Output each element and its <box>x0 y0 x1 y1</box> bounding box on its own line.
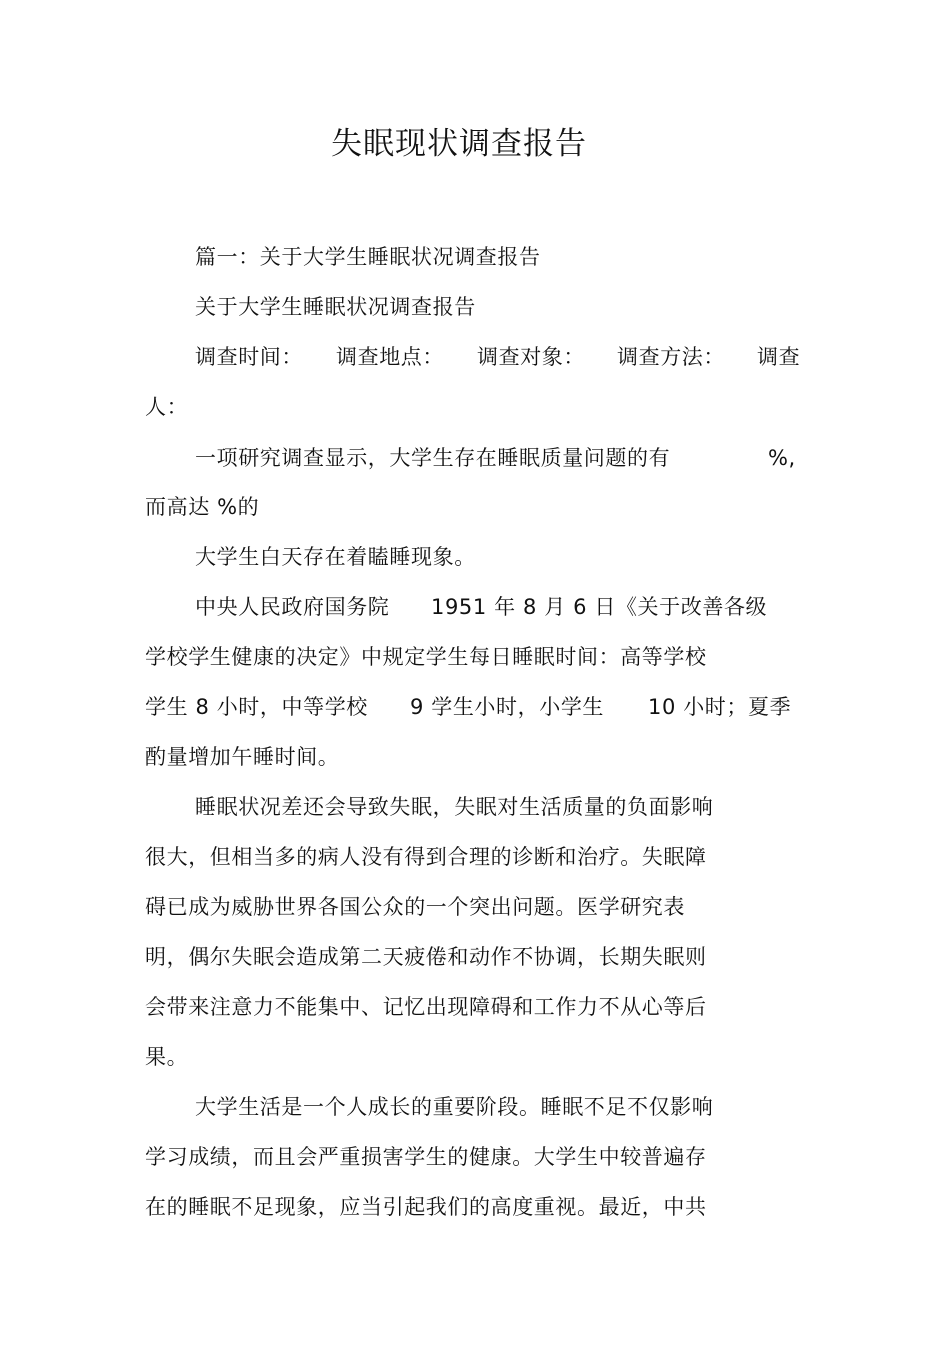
paragraph-line: 学生 8 小时，中等学校 <box>145 695 368 719</box>
report-subtitle: 关于大学生睡眠状况调查报告 <box>195 295 476 319</box>
field-survey-subject: 调查对象： <box>477 345 585 369</box>
paragraph-line: 很大，但相当多的病人没有得到合理的诊断和治疗。失眠障 <box>145 845 707 869</box>
field-survey-method: 调查方法： <box>617 345 725 369</box>
paragraph-line: %, <box>768 446 796 470</box>
paragraph-line: 明，偶尔失眠会造成第二天疲倦和动作不协调，长期失眠则 <box>145 945 707 969</box>
paragraph-line: 睡眠状况差还会导致失眠，失眠对生活质量的负面影响 <box>195 795 714 819</box>
paragraph-line: 大学生白天存在着瞌睡现象。 <box>195 545 476 569</box>
paragraph-line: 会带来注意力不能集中、记忆出现障碍和工作力不从心等后 <box>145 995 707 1019</box>
paragraph-line: 10 小时；夏季 <box>648 695 792 719</box>
field-surveyor-end: 人： <box>145 395 189 419</box>
paragraph-line: 学习成绩，而且会严重损害学生的健康。大学生中较普遍存 <box>145 1145 707 1169</box>
paragraph-line: 中央人民政府国务院 <box>195 595 390 619</box>
field-survey-time: 调查时间： <box>195 345 303 369</box>
paragraph-line: 大学生活是一个人成长的重要阶段。睡眠不足不仅影响 <box>195 1095 714 1119</box>
paragraph-line: 1951 年 8 月 6 日《关于改善各级 <box>431 595 768 619</box>
paragraph-line: 果。 <box>145 1045 189 1069</box>
paragraph-line: 学校学生健康的决定》中规定学生每日睡眠时间：高等学校 <box>145 645 707 669</box>
paragraph-line: 一项研究调查显示，大学生存在睡眠质量问题的有 <box>195 446 671 470</box>
field-surveyor-start: 调查 <box>757 345 801 369</box>
document-title: 失眠现状调查报告 <box>331 126 587 162</box>
paragraph-line: 碍已成为威胁世界各国公众的一个突出问题。医学研究表 <box>145 895 685 919</box>
paragraph-line: 而高达 %的 <box>145 495 260 519</box>
paragraph-line: 在的睡眠不足现象，应当引起我们的高度重视。最近，中共 <box>145 1195 707 1219</box>
section-heading: 篇一：关于大学生睡眠状况调查报告 <box>195 245 541 269</box>
field-survey-location: 调查地点： <box>336 345 444 369</box>
paragraph-line: 9 学生小时，小学生 <box>410 695 605 719</box>
paragraph-line: 酌量增加午睡时间。 <box>145 745 340 769</box>
